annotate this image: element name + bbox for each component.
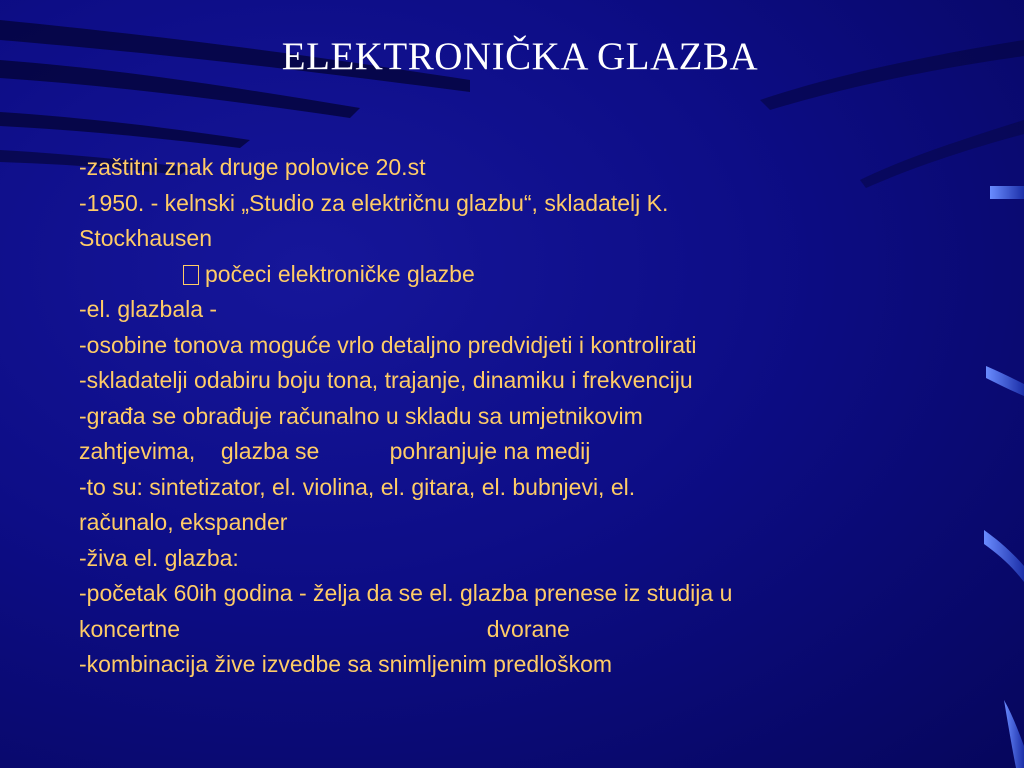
body-line-indented <box>79 257 979 293</box>
body-line: računalo, ekspander <box>79 509 288 535</box>
body-line: -zaštitni znak druge polovice 20.st <box>79 154 426 180</box>
body-line: -to su: sintetizator, el. violina, el. gitara, el. bubnjevi, el. <box>79 473 636 500</box>
body-line-text: počeci elektroničke glazbe <box>205 260 475 287</box>
body-line: -početak 60ih godina - želja da se el. glazba prenese iz studija u <box>79 580 733 606</box>
body-line: -el. glazbala - <box>79 296 218 322</box>
body-line: -živa el. glazba: <box>79 544 239 571</box>
slide-body <box>79 150 979 683</box>
body-line: -skladatelji odabiru boju tona, trajanje, dinamiku i frekvenciju <box>79 367 693 393</box>
body-line: -osobine tonova moguće vrlo detaljno predvidjeti i kontrolirati <box>79 331 697 358</box>
body-line: -1950. - kelnski „Studio za električnu glazbu“, skladatelj K. <box>79 189 669 216</box>
arrow-icon <box>183 265 199 285</box>
body-line: -građa se obrađuje računalno u skladu sa umjetnikovim <box>79 402 643 429</box>
slide-title: ELEKTRONIČKA GLAZBA <box>281 35 759 78</box>
body-line: Stockhausen <box>79 225 212 251</box>
body-line: -kombinacija žive izvedbe sa snimljenim predloškom <box>79 651 613 677</box>
body-line: koncertne dvorane <box>79 615 570 642</box>
body-line: zahtjevima, glazba se pohranjuje na medij <box>79 438 591 464</box>
